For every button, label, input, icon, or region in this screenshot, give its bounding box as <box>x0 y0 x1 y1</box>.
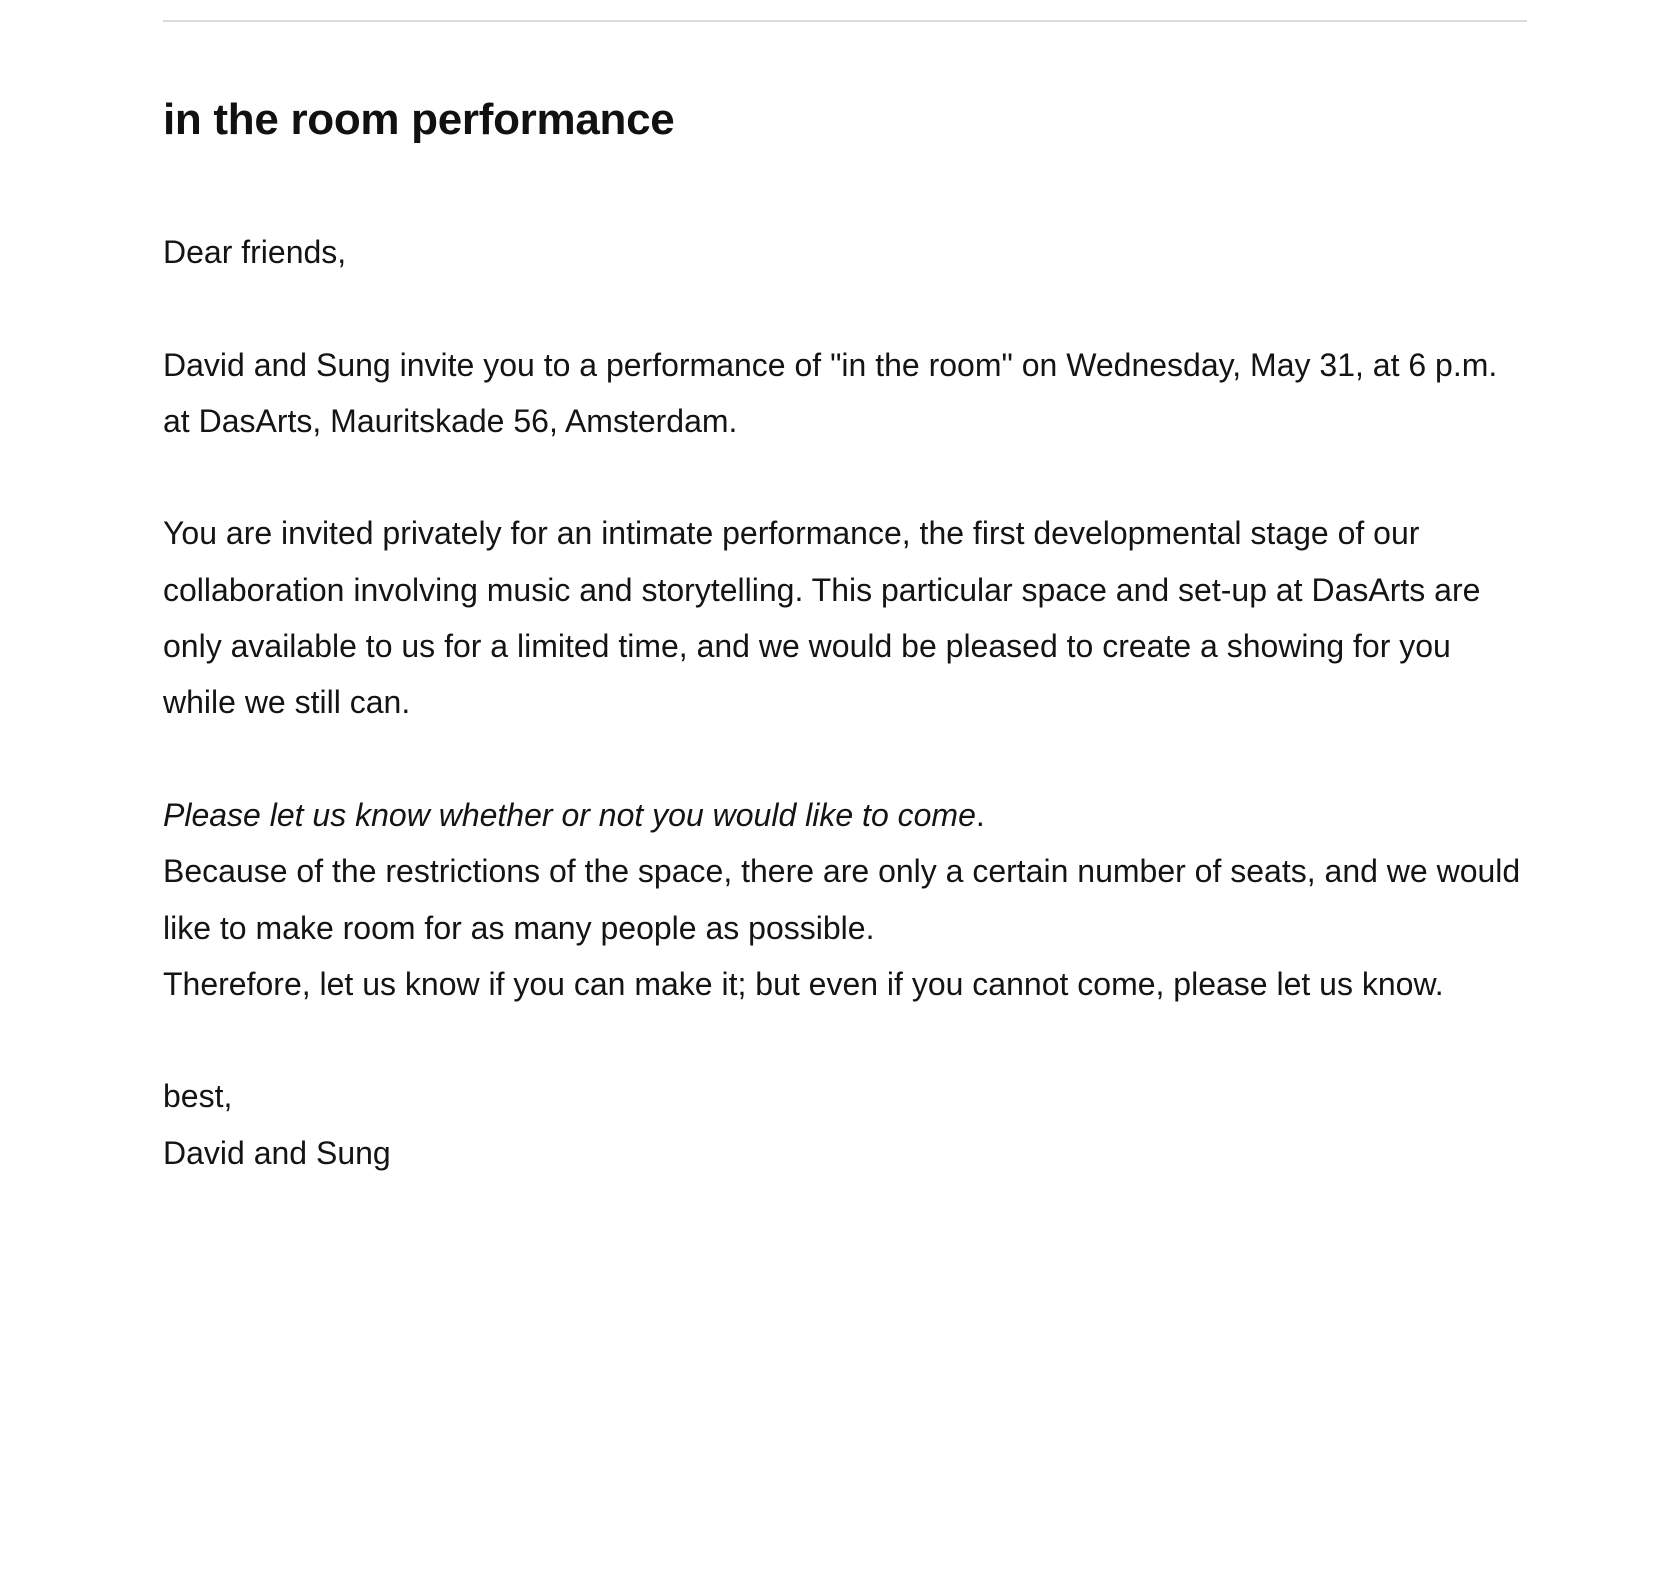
top-divider <box>163 20 1527 22</box>
paragraph-gap <box>163 280 1527 336</box>
rsvp-request-period: . <box>975 796 985 833</box>
closing: best, <box>163 1078 233 1115</box>
paragraph-gap <box>163 449 1527 505</box>
salutation: Dear friends, <box>163 234 347 270</box>
paragraph-gap <box>163 731 1527 787</box>
rsvp-request <box>163 787 1527 843</box>
rsvp-request-italic: Please let us know whether or not you would like to come <box>163 796 976 833</box>
invite-paragraph: David and Sung invite you to a performance of "in the room" on Wednesday, May 31, at 6 p.m. at DasArts, Mauritskade 56, Amsterdam. <box>163 346 1498 439</box>
signature: David and Sung <box>163 1134 391 1171</box>
seats-paragraph: Because of the restrictions of the space, there are only a certain number of seats, and we would like to make room for as many people as possible. <box>163 853 1521 946</box>
private-paragraph: You are invited privately for an intimate performance, the first developmental stage of our collaboration involving music and storytelling. This particular space and set-up at DasArts are only available to us for a limited time, and we would be pleased to create a showing for you while we still can. <box>163 515 1481 721</box>
document-title: in the room performance <box>163 95 675 144</box>
document-body <box>163 224 1527 1181</box>
paragraph-gap <box>163 1012 1527 1068</box>
therefore-paragraph: Therefore, let us know if you can make it; but even if you cannot come, please let us know. <box>163 965 1444 1002</box>
